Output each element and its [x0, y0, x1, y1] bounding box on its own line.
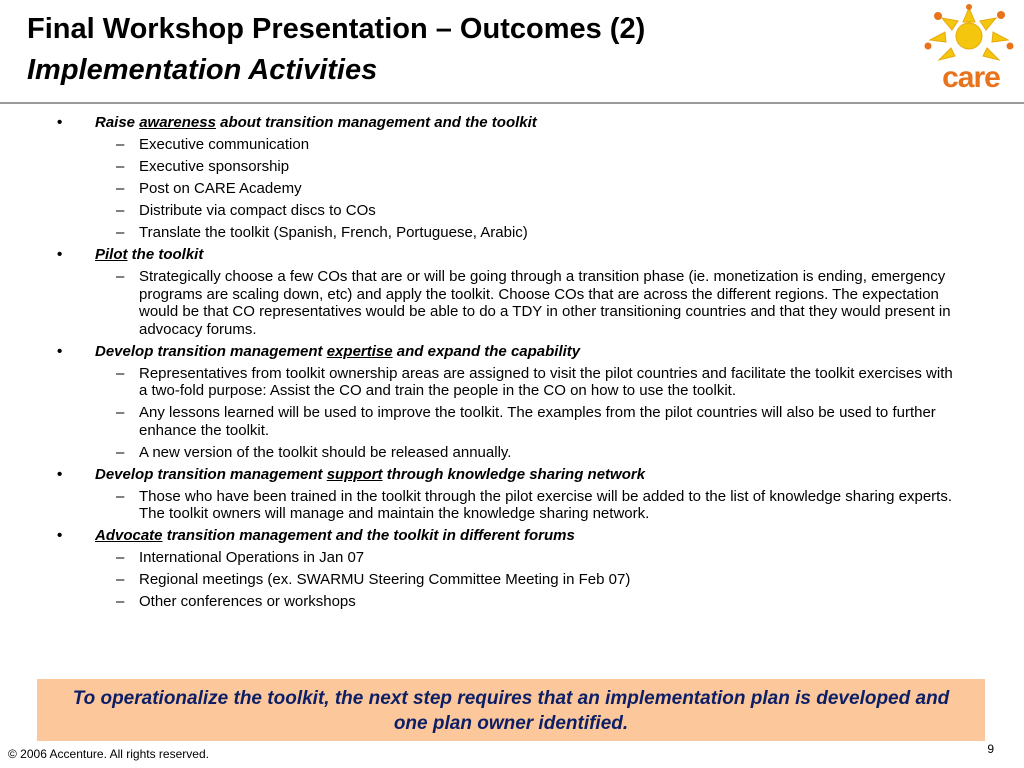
heading-keyword: Pilot: [95, 246, 128, 263]
dash-marker: –: [116, 268, 125, 285]
heading-text: transition management and the toolkit in different forums: [162, 527, 575, 544]
dash-marker: –: [116, 443, 125, 461]
outline-heading: [57, 342, 975, 365]
outline-item: [116, 158, 961, 180]
heading-keyword: awareness: [139, 114, 216, 131]
outline-item: [116, 487, 961, 528]
bullet-marker: •: [57, 465, 63, 483]
slide-title: Final Workshop Presentation – Outcomes (2): [27, 13, 646, 45]
outline-heading: [57, 246, 975, 268]
callout-text: To operationalize the toolkit, the next step requires that an implementation plan is developed and one plan owner identified.: [72, 688, 950, 734]
dash-marker: –: [116, 158, 125, 175]
dash-marker: –: [116, 593, 125, 610]
outline-item: [116, 443, 961, 466]
dash-marker: –: [116, 487, 125, 505]
bullet-marker: •: [57, 527, 63, 544]
page-number: 9: [987, 742, 994, 756]
bullet-marker: •: [57, 246, 63, 263]
heading-text: through knowledge sharing network: [382, 465, 646, 483]
item-text: Executive sponsorship: [139, 158, 290, 175]
outline-heading: [57, 114, 975, 136]
item-text: Post on CARE Academy: [139, 180, 302, 197]
item-text: Translate the toolkit (Spanish, French, Portuguese, Arabic): [139, 224, 528, 241]
care-logo-text: care: [942, 61, 1000, 94]
heading-text: about transition management and the toolkit: [215, 114, 537, 131]
outline-item: [116, 136, 961, 158]
outline-heading: [57, 465, 975, 488]
dash-marker: –: [116, 404, 125, 421]
item-text: Any lessons learned will be used to improve the toolkit. The examples from the pilot countries will also be used to further enhance the toolkit.: [139, 404, 936, 439]
outline-heading: [57, 527, 975, 549]
outline-item: [116, 593, 961, 615]
slide-subtitle: Implementation Activities: [27, 54, 378, 86]
outline-item: [116, 202, 961, 224]
dash-marker: –: [116, 136, 125, 153]
item-text: Strategically choose a few COs that are or will be going through a transition phase (ie. monetization is ending, emergency programs are scaling down, etc) and apply the toolkit. Choose COs that are across the different regions. The expectation would be that CO representatives would be able to do a TDY in other transitioning countries and that they would present in advocacy forums.: [139, 268, 951, 338]
outline-item: [116, 268, 961, 343]
item-text: Executive communication: [139, 136, 310, 153]
item-text: Representatives from toolkit ownership areas are assigned to visit the pilot countries and facilitate the toolkit exercises with a two-fold purpose: Assist the CO and train the people in the CO on how to use the toolkit.: [139, 364, 953, 399]
heading-text: the toolkit: [127, 246, 204, 263]
copyright-footer: © 2006 Accenture. All rights reserved.: [8, 747, 209, 761]
item-text: Regional meetings (ex. SWARMU Steering Committee Meeting in Feb 07): [139, 571, 631, 588]
outline-item: [116, 224, 961, 246]
dash-marker: –: [116, 549, 125, 566]
heading-text: Develop transition management: [95, 465, 327, 483]
slide-body: [0, 114, 1024, 615]
item-text: Other conferences or workshops: [139, 593, 356, 610]
bullet-marker: •: [57, 342, 63, 360]
heading-text: and expand the capability: [392, 342, 581, 360]
item-text: A new version of the toolkit should be released annually.: [139, 443, 512, 461]
item-text: International Operations in Jan 07: [139, 549, 365, 566]
heading-keyword: Advocate: [95, 527, 163, 544]
dash-marker: –: [116, 202, 125, 219]
outline-item: [116, 571, 961, 593]
dash-marker: –: [116, 364, 125, 382]
outline-item: [116, 404, 961, 444]
callout-box: [37, 679, 985, 741]
item-text: Those who have been trained in the toolkit through the pilot exercise will be added to the list of knowledge sharing experts. The toolkit owners will manage and maintain the knowledge sharing network.: [139, 487, 952, 522]
item-text: Distribute via compact discs to COs: [139, 202, 376, 219]
dash-marker: –: [116, 571, 125, 588]
dash-marker: –: [116, 224, 125, 241]
heading-keyword: expertise: [326, 342, 393, 360]
dash-marker: –: [116, 180, 125, 197]
outline-item: [116, 364, 961, 405]
title-divider: [0, 102, 1024, 104]
heading-text: Develop transition management: [95, 342, 327, 360]
heading-keyword: support: [326, 465, 383, 483]
bullet-marker: •: [57, 114, 63, 131]
outline-item: [116, 549, 961, 571]
heading-text: Raise: [95, 114, 140, 131]
outline-item: [116, 180, 961, 202]
